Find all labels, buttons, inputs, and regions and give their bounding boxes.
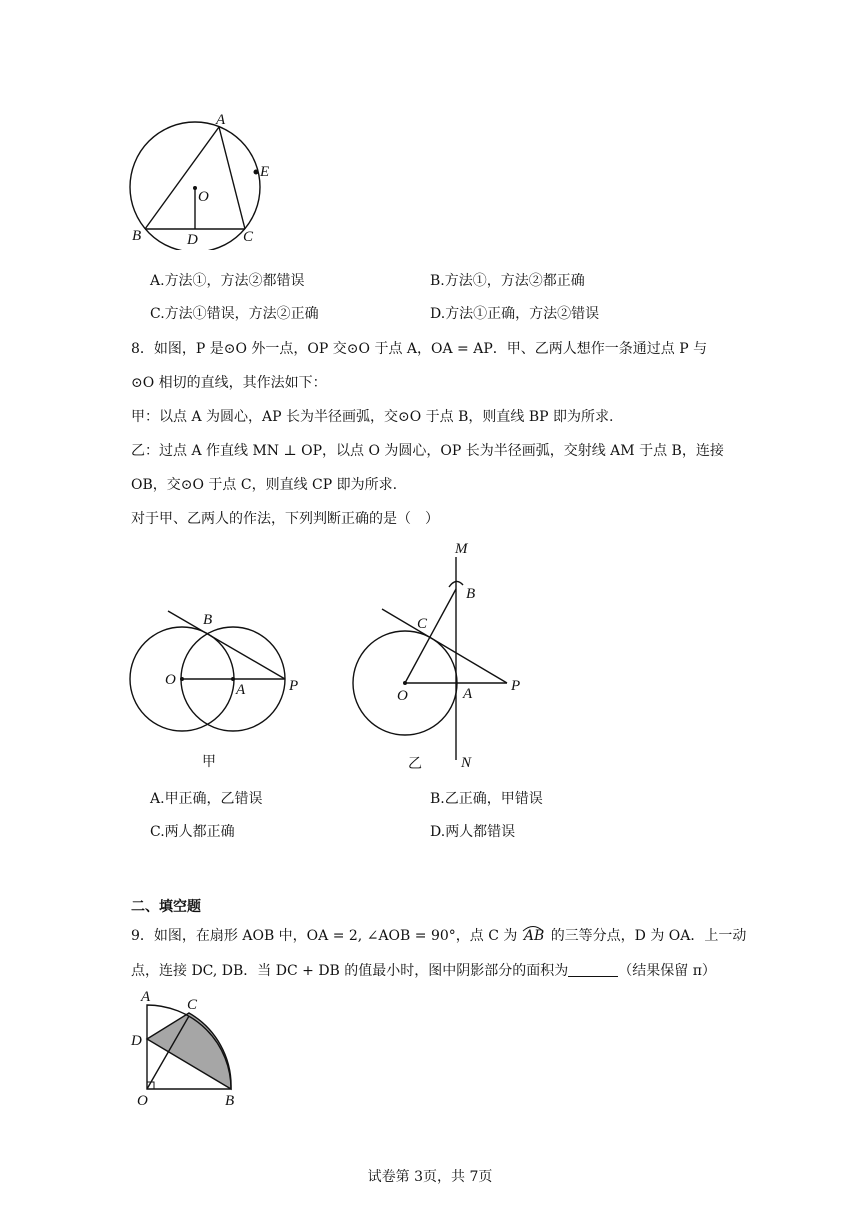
label-b: B [132, 228, 142, 244]
option-key: D. [430, 306, 446, 322]
option-text: 两人都错误 [445, 824, 516, 840]
section-title: 二、填空题 [131, 899, 201, 915]
arc-label: AB [523, 928, 545, 944]
label-a: A [236, 682, 246, 698]
arc-ab-notation [522, 928, 546, 944]
label-o: O [397, 688, 408, 704]
shaded-region [147, 1013, 231, 1089]
option-text: 甲正确，乙错误 [164, 791, 263, 807]
option-key: D. [430, 824, 446, 840]
option-text: 方法①正确，方法②错误 [445, 306, 600, 322]
label-e: E [260, 164, 270, 180]
label-o: O [137, 1093, 148, 1109]
caption-jia: 甲 [202, 755, 216, 770]
option-key: B. [430, 273, 445, 289]
arc-symbol [522, 924, 544, 932]
label-b: B [466, 586, 476, 602]
label-o: O [198, 189, 209, 205]
q7-option-d[interactable] [430, 303, 599, 323]
chord-ac [219, 127, 245, 229]
label-b: B [203, 612, 213, 628]
q8-line-6: 对于甲、乙两人的作法，下列判断正确的是（ ） [131, 511, 439, 527]
tangent-line-bp [168, 611, 285, 679]
option-text: 方法①，方法②都正确 [444, 273, 585, 289]
chord-ab [145, 127, 219, 229]
q7-option-a[interactable] [150, 270, 305, 290]
label-b: B [225, 1093, 235, 1109]
option-text: 方法①错误，方法②正确 [164, 306, 319, 322]
option-text: 两人都正确 [164, 824, 235, 840]
page-footer: 试卷第 3页，共 7页 [367, 1169, 493, 1185]
label-o: O [165, 672, 176, 688]
q9-text-part: 点，连接 DC, DB．当 DC + DB 的值最小时，图中阴影部分的面积为 [131, 963, 569, 979]
label-n: N [461, 755, 472, 771]
q8-line-4: 乙：过点 A 作直线 MN ⊥ OP，以点 O 为圆心，OP 长为半径画弧，交射线 AM 于点 B，连接 [131, 443, 724, 459]
q8-option-d[interactable] [430, 821, 515, 841]
point-a [231, 677, 235, 681]
q8-line-1: 8．如图，P 是⊙O 外一点，OP 交⊙O 于点 A，OA = AP．甲、乙两人想作一条通过点 P 与 [131, 341, 708, 357]
label-m: M [455, 541, 468, 557]
option-key: C. [150, 306, 165, 322]
point-o [403, 681, 407, 685]
label-a: A [141, 989, 151, 1005]
q8-line-2: ⊙O 相切的直线，其作法如下： [131, 375, 327, 391]
q7-option-c[interactable] [150, 303, 319, 323]
label-a: A [463, 686, 473, 702]
point-e [254, 170, 259, 175]
label-c: C [417, 616, 428, 632]
option-key: A. [150, 273, 165, 289]
segment-ob [405, 589, 456, 683]
label-a: A [216, 112, 226, 128]
label-p: P [511, 678, 521, 694]
option-key: B. [430, 791, 445, 807]
q7-option-b[interactable] [430, 270, 585, 290]
q8-option-b[interactable] [430, 788, 543, 808]
label-c: C [243, 229, 254, 245]
tangent-line-cp [382, 609, 507, 683]
q9-text-part: 的三等分点，D 为 OA．上一动 [550, 928, 747, 944]
point-o [193, 186, 197, 190]
label-c: C [187, 997, 198, 1013]
option-key: A. [150, 791, 165, 807]
q9-line-1 [131, 925, 746, 945]
option-text: 乙正确，甲错误 [444, 791, 543, 807]
q8-line-5: OB，交⊙O 于点 C，则直线 CP 即为所求. [131, 477, 398, 493]
q7-figure [120, 110, 290, 250]
q8-figure-yi [345, 535, 545, 775]
q8-option-c[interactable] [150, 821, 235, 841]
option-text: 方法①，方法②都错误 [164, 273, 305, 289]
q9-line-2 [131, 960, 716, 980]
q9-figure [125, 985, 255, 1110]
label-d: D [187, 232, 198, 248]
q9-text-part: 9．如图，在扇形 AOB 中，OA = 2, ∠AOB = 90°，点 C 为 [131, 928, 518, 944]
option-key: C. [150, 824, 165, 840]
label-p: P [289, 678, 299, 694]
q8-figure-jia [120, 600, 320, 775]
answer-blank[interactable] [568, 962, 618, 977]
point-o [180, 677, 184, 681]
q8-line-3: 甲：以点 A 为圆心，AP 长为半径画弧，交⊙O 于点 B，则直线 BP 即为所求. [131, 409, 614, 425]
label-d: D [131, 1033, 142, 1049]
q8-option-a[interactable] [150, 788, 263, 808]
q9-text-part: （结果保留 π） [618, 963, 716, 979]
caption-yi: 乙 [408, 757, 422, 772]
